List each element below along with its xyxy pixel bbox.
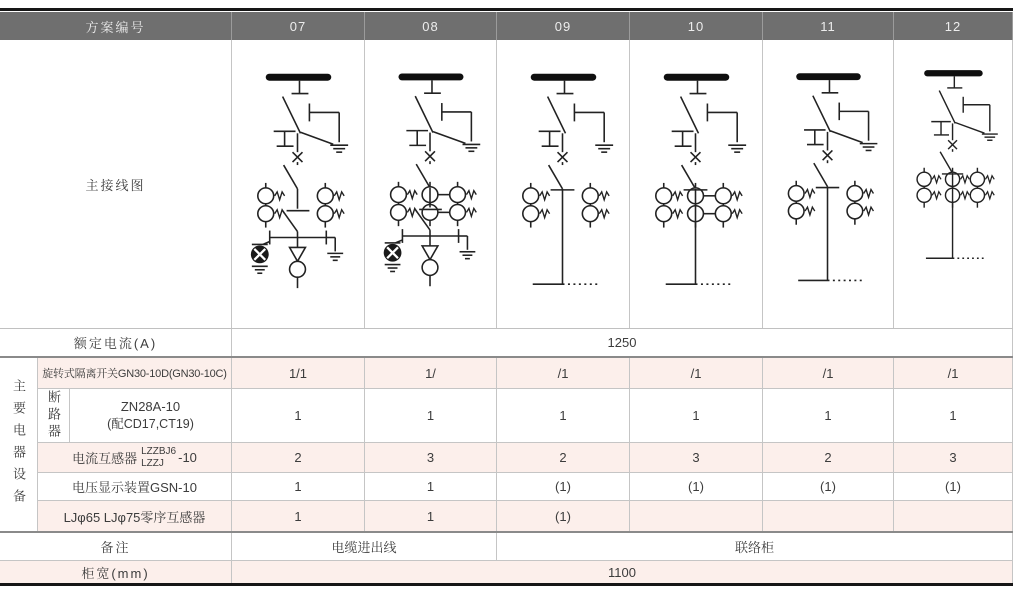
value-cell: (1)	[894, 473, 1013, 500]
scheme-number-07: 07	[232, 12, 365, 40]
remarks-cable-span: 电缆进出线	[232, 533, 497, 560]
ct-name-suffix: -10	[178, 450, 197, 465]
remarks-link-span: 联络柜	[497, 533, 1013, 560]
wiring-diagram-11	[763, 40, 894, 328]
equipment-name-voltage-display: 电压显示装置GSN-10	[38, 473, 232, 500]
cabinet-width-value: 1100	[232, 561, 1013, 583]
equipment-row-voltage-display	[38, 473, 1013, 501]
main-equipment-block	[0, 358, 1013, 533]
value-cell: 1	[894, 389, 1013, 442]
value-cell	[763, 501, 894, 531]
equipment-group-label: 主要电器设备	[11, 378, 26, 511]
breaker-mechanism: (配CD17,CT19)	[107, 416, 194, 431]
value-cell	[630, 501, 763, 531]
ct-model-top: LZZBJ6	[141, 446, 177, 457]
equipment-row-disconnector	[38, 358, 1013, 389]
value-cell: (1)	[763, 473, 894, 500]
value-cell: 1/1	[232, 358, 365, 388]
value-cell: /1	[894, 358, 1013, 388]
scheme-number-11: 11	[763, 12, 894, 40]
wiring-diagram-12	[894, 40, 1013, 328]
value-cell: 1	[497, 389, 630, 442]
rated-current-row	[0, 329, 1013, 358]
value-cell: 1	[232, 501, 365, 531]
value-cell	[894, 501, 1013, 531]
value-cell: /1	[497, 358, 630, 388]
value-cell: 1	[232, 473, 365, 500]
wiring-diagram-07	[232, 40, 365, 328]
value-cell: 1/	[365, 358, 497, 388]
ct-model-fraction	[141, 446, 176, 469]
value-cell: 2	[232, 443, 365, 472]
value-cell: 1	[365, 389, 497, 442]
value-cell: /1	[763, 358, 894, 388]
breaker-sub-label-cell	[38, 389, 70, 442]
wiring-diagram-row	[0, 40, 1013, 329]
row-label-remarks: 备注	[0, 533, 232, 560]
value-cell: 3	[630, 443, 763, 472]
equipment-name-rotary-disconnector: 旋转式隔离开关GN30-10D(GN30-10C)	[38, 358, 232, 388]
cabinet-width-row	[0, 561, 1013, 583]
header-label-scheme-number: 方案编号	[0, 12, 232, 40]
equipment-rows	[38, 358, 1013, 531]
wiring-diagram-10	[630, 40, 763, 328]
value-cell: /1	[630, 358, 763, 388]
value-cell: (1)	[630, 473, 763, 500]
rated-current-value: 1250	[232, 329, 1013, 356]
value-cell: (1)	[497, 501, 630, 531]
breaker-model: ZN28A-10	[120, 399, 181, 415]
wiring-diagram-09	[497, 40, 630, 328]
row-label-cabinet-width: 柜宽(mm)	[0, 561, 232, 583]
value-cell: 1	[365, 473, 497, 500]
value-cell: 1	[365, 501, 497, 531]
scheme-number-08: 08	[365, 12, 497, 40]
value-cell: 2	[763, 443, 894, 472]
value-cell: 1	[630, 389, 763, 442]
remarks-row	[0, 533, 1013, 561]
equipment-name-zero-sequence-ct: LJφ65 LJφ75零序互感器	[38, 501, 232, 531]
ct-name-prefix: 电流互感器	[72, 451, 138, 466]
row-label-main-wiring-diagram: 主接线图	[0, 40, 232, 328]
wiring-diagram-08	[365, 40, 497, 328]
value-cell: 1	[763, 389, 894, 442]
equipment-row-current-transformer	[38, 443, 1013, 473]
ct-model-bottom: LZZJ	[141, 457, 164, 469]
equipment-name-breaker	[70, 389, 232, 442]
value-cell: 1	[232, 389, 365, 442]
value-cell: 2	[497, 443, 630, 472]
scheme-number-09: 09	[497, 12, 630, 40]
scheme-number-10: 10	[630, 12, 763, 40]
bottom-frame-line	[0, 583, 1013, 586]
row-label-rated-current: 额定电流(A)	[0, 329, 232, 356]
value-cell: 3	[894, 443, 1013, 472]
equipment-row-breaker	[38, 389, 1013, 443]
value-cell: 3	[365, 443, 497, 472]
breaker-sub-label: 断路器	[46, 390, 61, 441]
equipment-name-current-transformer	[38, 443, 232, 472]
scheme-number-12: 12	[894, 12, 1013, 40]
value-cell: (1)	[497, 473, 630, 500]
equipment-group-label-cell	[0, 358, 38, 531]
header-row	[0, 12, 1013, 40]
equipment-row-zero-sequence-ct	[38, 501, 1013, 531]
